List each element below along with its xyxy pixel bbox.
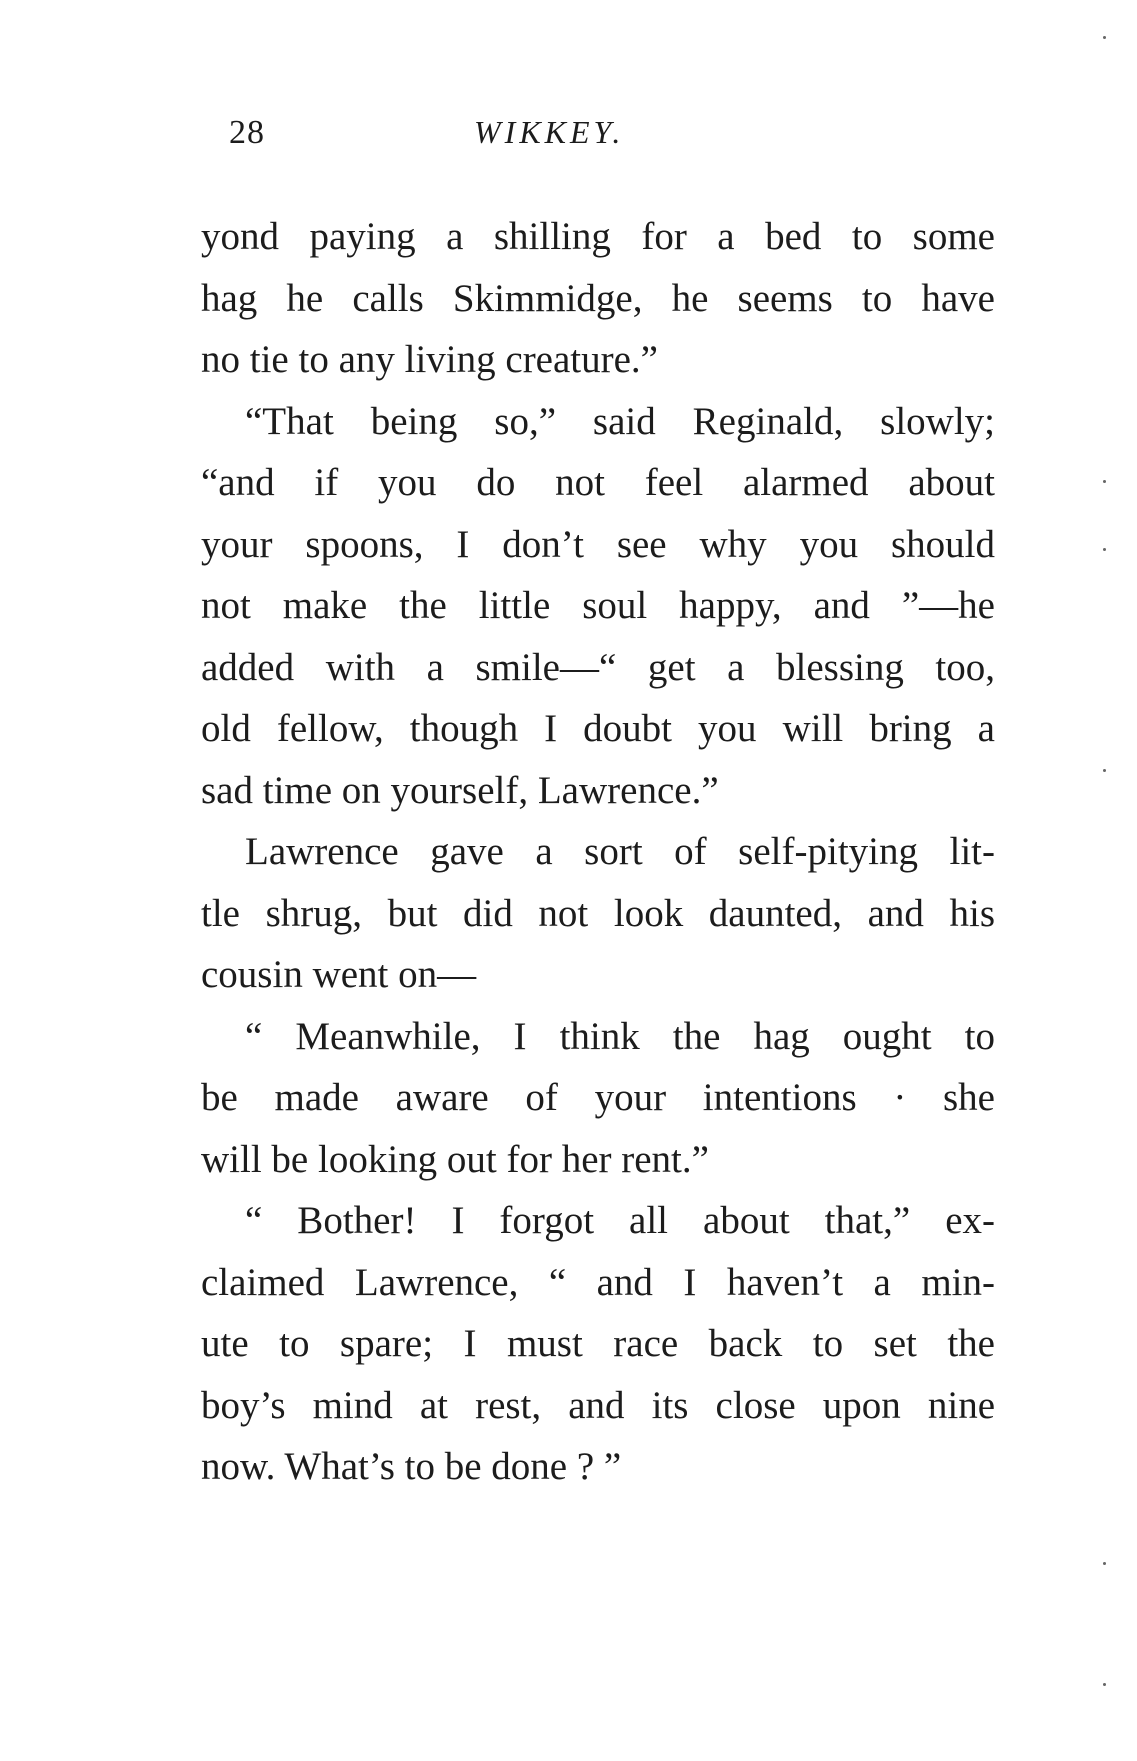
scan-margin-marks (1103, 0, 1123, 1761)
text-line: ute to spare; I must race back to set the (201, 1322, 995, 1365)
text-line: now. What’s to be done ? ” (201, 1445, 622, 1488)
text-line: hag he calls Skimmidge, he seems to have (201, 276, 995, 320)
text-line: “and if you do not feel alarmed about (201, 461, 995, 504)
text-line: Lawrence gave a sort of self-pitying lit- (245, 830, 995, 873)
text-line: boy’s mind at rest, and its close upon nine (201, 1383, 995, 1427)
text-line: sad time on yourself, Lawrence.” (201, 768, 719, 812)
text-line: not make the little soul happy, and ”—he (201, 584, 995, 627)
body-text (201, 206, 995, 1498)
text-line: “ Meanwhile, I think the hag ought to (245, 1014, 995, 1058)
scan-speck (1103, 1683, 1106, 1686)
text-line: be made aware of your intentions · she (201, 1076, 995, 1119)
text-line: claimed Lawrence, “ and I haven’t a min- (201, 1260, 995, 1304)
text-line: will be looking out for her rent.” (201, 1137, 709, 1181)
text-line: your spoons, I don’t see why you should (201, 522, 995, 566)
page-number: 28 (229, 114, 265, 151)
scan-speck (1103, 480, 1106, 483)
scan-speck (1103, 1562, 1106, 1565)
text-line: “That being so,” said Reginald, slowly; (245, 399, 995, 443)
scan-speck (1103, 769, 1106, 772)
text-line: no tie to any living creature.” (201, 338, 658, 381)
text-line: tle shrug, but did not look daunted, and his (201, 891, 995, 935)
scan-speck (1103, 548, 1106, 551)
text-line: old fellow, though I doubt you will bring a (201, 707, 995, 750)
running-head: WIKKEY. (474, 114, 625, 150)
text-line: added with a smile—“ get a blessing too, (201, 645, 995, 689)
text-line: “ Bother! I forgot all about that,” ex- (245, 1199, 995, 1242)
text-line: yond paying a shilling for a bed to some (201, 215, 995, 258)
text-line: cousin went on— (201, 953, 477, 996)
page-header (0, 0, 1137, 180)
